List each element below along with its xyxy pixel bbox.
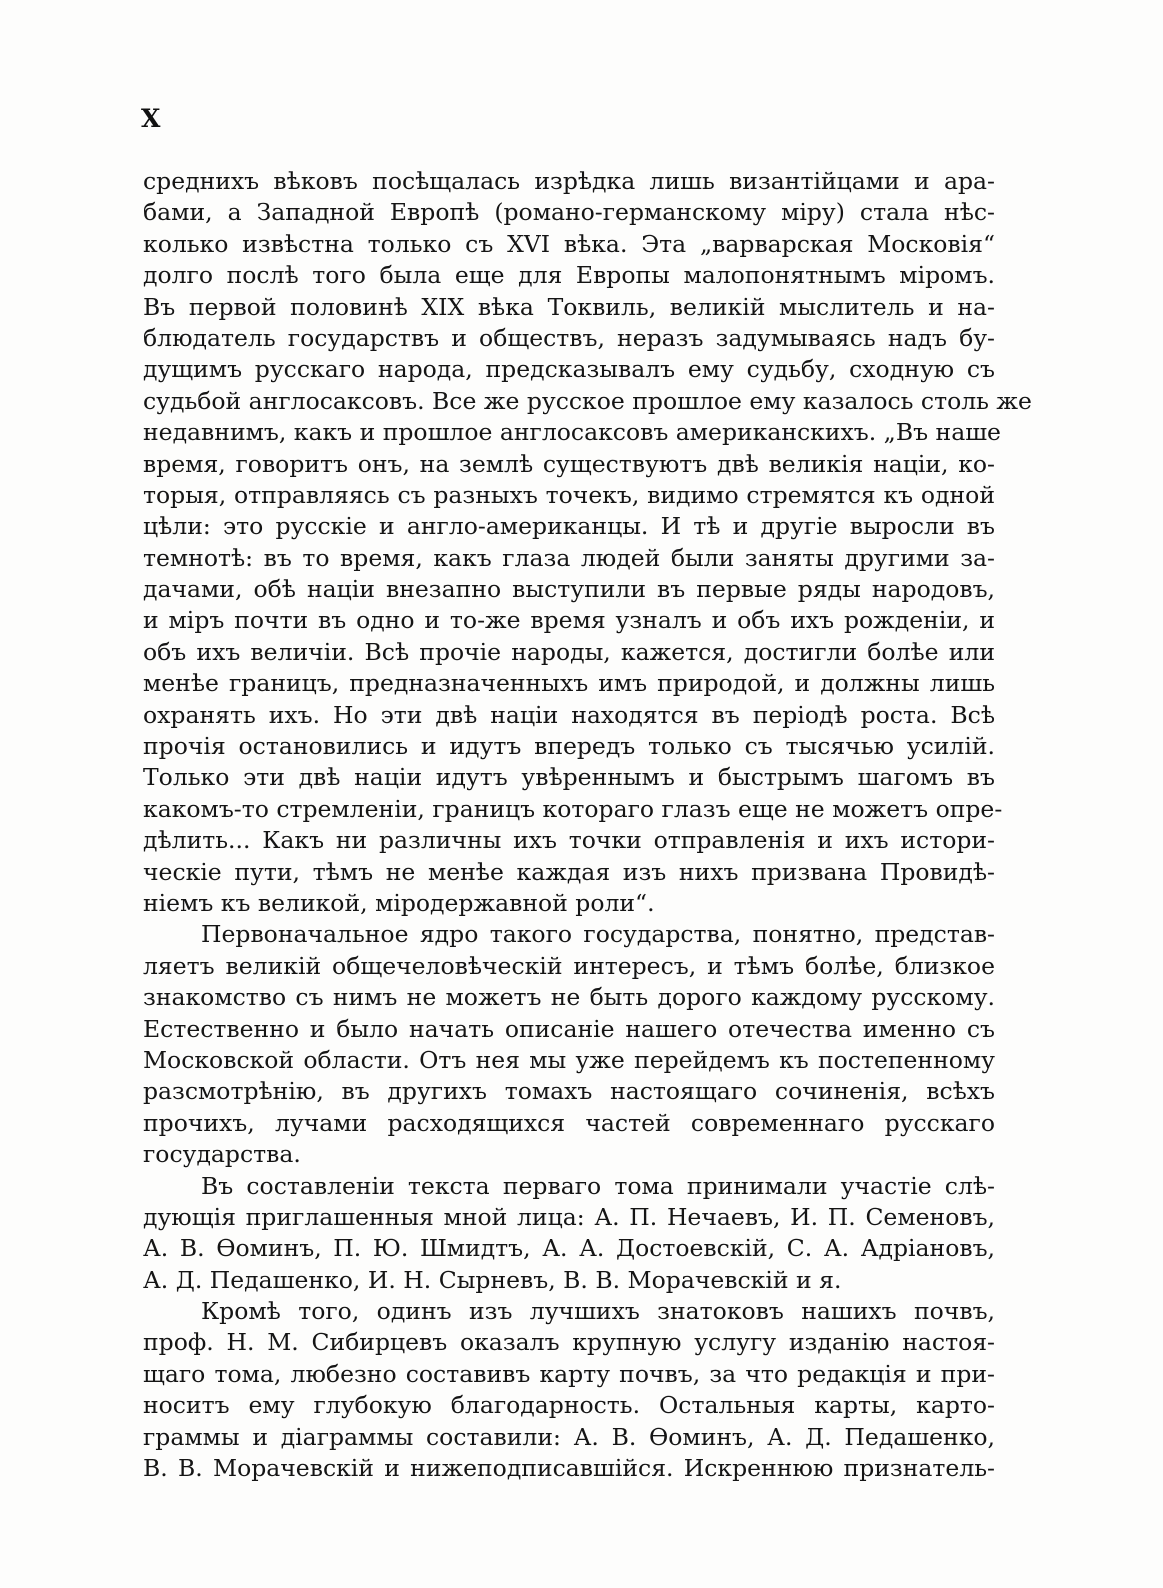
- text-line: А. Д. Педашенко, И. Н. Сырневъ, В. В. Морачевскій и я.: [143, 1265, 842, 1294]
- text-line: судьбой англосаксовъ. Все же русское прошлое ему казалось столь же: [143, 386, 1032, 415]
- text-line: дѣлить... Какъ ни различны ихъ точки отправленія и ихъ истори-: [143, 826, 995, 855]
- text-line: время, говоритъ онъ, на землѣ существуютъ двѣ великія націи, ко-: [143, 449, 995, 478]
- paragraph: [143, 1296, 995, 1484]
- text-line: носитъ ему глубокую благодарность. Остальныя карты, карто-: [143, 1391, 995, 1420]
- paragraph: [143, 1171, 995, 1297]
- text-line: дующія приглашенныя мной лица: А. П. Нечаевъ, И. П. Семеновъ,: [143, 1202, 995, 1231]
- text-line: бами, а Западной Европѣ (романо-германскому міру) стала нѣс-: [143, 198, 995, 227]
- text-line: ніемъ къ великой, міродержавной роли“.: [143, 888, 655, 917]
- text-line: менѣе границъ, предназначенныхъ имъ природой, и должны лишь: [143, 669, 995, 698]
- text-line: недавнимъ, какъ и прошлое англосаксовъ американскихъ. „Въ наше: [143, 418, 1001, 447]
- paragraph: [143, 166, 1032, 919]
- text-line: какомъ-то стремленіи, границъ котораго глазъ еще не можетъ опре-: [143, 794, 1003, 823]
- body-text: [143, 166, 1032, 1484]
- page-number: X: [141, 104, 161, 133]
- text-line: Въ первой половинѣ XIX вѣка Токвиль, великій мыслитель и на-: [143, 292, 995, 321]
- text-line: колько извѣстна только съ XVI вѣка. Эта „варварская Московія“: [143, 229, 995, 258]
- text-line: долго послѣ того была еще для Европы малопонятнымъ міромъ.: [143, 261, 995, 290]
- text-line: проф. Н. М. Сибирцевъ оказалъ крупную услугу изданію настоя-: [143, 1328, 995, 1357]
- text-line: дачами, обѣ націи внезапно выступили въ первые ряды народовъ,: [143, 575, 995, 604]
- text-line: государства.: [143, 1140, 301, 1169]
- text-line: Въ составленіи текста перваго тома принимали участіе слѣ-: [201, 1171, 995, 1200]
- text-line: Естественно и было начать описаніе нашего отечества именно съ: [143, 1014, 995, 1043]
- text-line: щаго тома, любезно составивъ карту почвъ, за что редакція и при-: [143, 1359, 995, 1388]
- text-line: торыя, отправляясь съ разныхъ точекъ, видимо стремятся къ одной: [143, 480, 995, 509]
- text-line: В. В. Морачевскій и нижеподписавшійся. Искреннюю признатель-: [143, 1454, 995, 1483]
- text-line: блюдатель государствъ и обществъ, неразъ задумываясь надъ бу-: [143, 323, 995, 352]
- text-line: охранять ихъ. Но эти двѣ націи находятся въ періодѣ роста. Всѣ: [143, 700, 995, 729]
- text-line: разсмотрѣнію, въ другихъ томахъ настоящаго сочиненія, всѣхъ: [143, 1077, 995, 1106]
- text-line: граммы и діаграммы составили: А. В. Ѳоминъ, А. Д. Педашенко,: [143, 1422, 995, 1451]
- text-line: Кромѣ того, одинъ изъ лучшихъ знатоковъ нашихъ почвъ,: [201, 1297, 995, 1326]
- text-line: среднихъ вѣковъ посѣщалась изрѣдка лишь византійцами и ара-: [143, 167, 995, 195]
- text-line: дущимъ русскаго народа, предсказывалъ ему судьбу, сходную съ: [143, 355, 995, 384]
- text-line: Московской области. Отъ нея мы уже перейдемъ къ постепенному: [143, 1045, 995, 1074]
- text-line: Первоначальное ядро такого государства, понятно, представ-: [201, 920, 995, 949]
- text-line: знакомство съ нимъ не можетъ не быть дорого каждому русскому.: [143, 983, 995, 1012]
- text-line: А. В. Ѳоминъ, П. Ю. Шмидтъ, А. А. Достоевскій, С. А. Адріановъ,: [143, 1234, 995, 1263]
- text-line: прочія остановились и идутъ впередъ только съ тысячью усилій.: [143, 732, 995, 761]
- paragraph: [143, 919, 995, 1170]
- text-line: ляетъ великій общечеловѣческій интересъ, и тѣмъ болѣе, близкое: [143, 951, 995, 980]
- text-line: объ ихъ величіи. Всѣ прочіе народы, кажется, достигли болѣе или: [143, 637, 995, 666]
- text-line: и міръ почти въ одно и то-же время узналъ и объ ихъ рожденіи, и: [143, 606, 995, 635]
- text-line: прочихъ, лучами расходящихся частей современнаго русскаго: [143, 1108, 995, 1137]
- text-line: цѣли: это русскіе и англо-американцы. И тѣ и другіе выросли въ: [143, 512, 995, 541]
- text-line: ческіе пути, тѣмъ не менѣе каждая изъ нихъ призвана Провидѣ-: [143, 857, 995, 886]
- text-line: Только эти двѣ націи идутъ увѣреннымъ и быстрымъ шагомъ въ: [143, 763, 995, 792]
- text-line: темнотѣ: въ то время, какъ глаза людей были заняты другими за-: [143, 543, 995, 572]
